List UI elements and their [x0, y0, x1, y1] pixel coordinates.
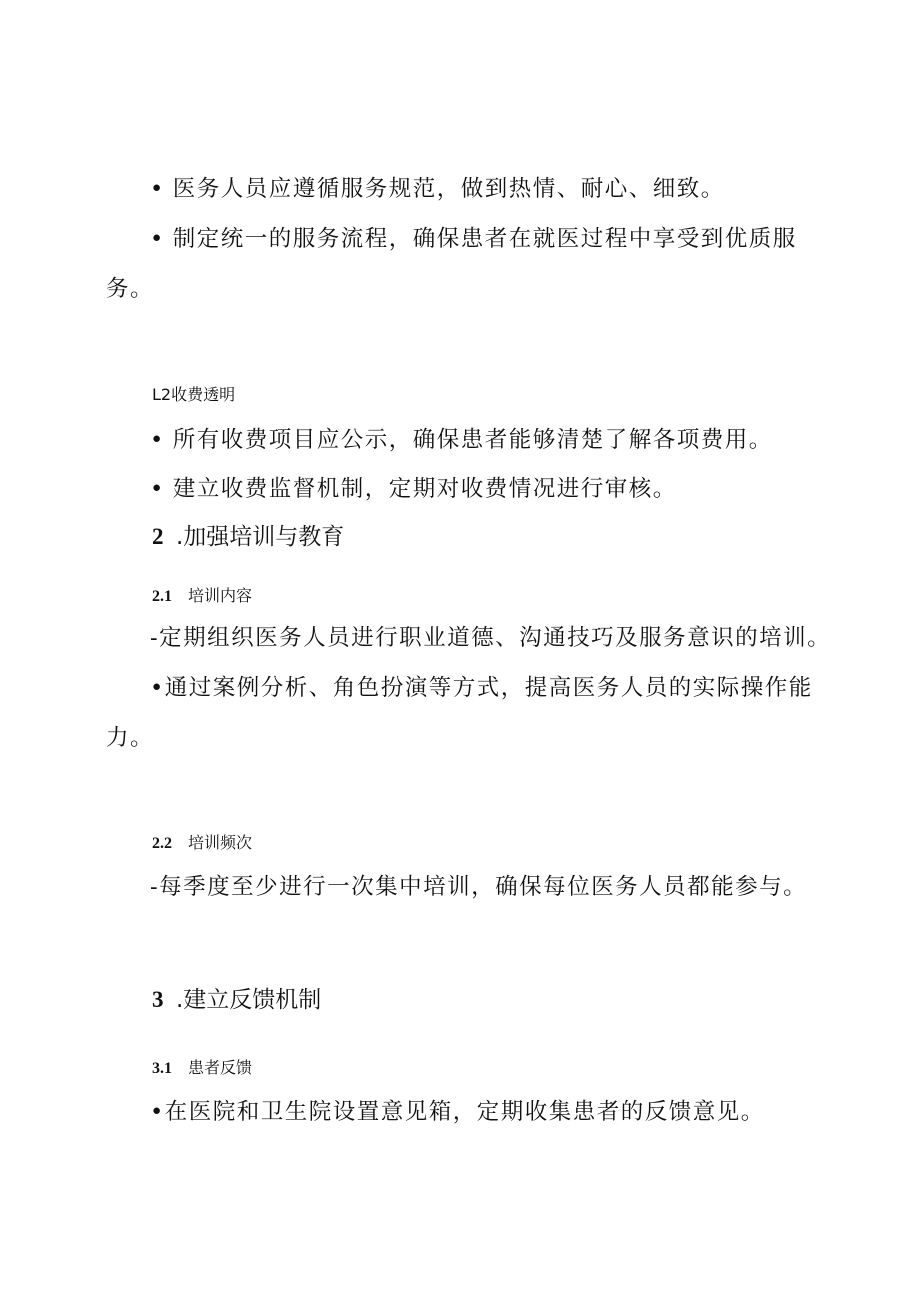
bullet-marker: • — [150, 1099, 165, 1125]
section-2-1-number: 2.1 — [152, 588, 172, 605]
section-2-1-item-2-continuation: 力。 — [106, 725, 155, 751]
bullet-marker: • — [150, 476, 165, 502]
service-norms-item-2-continuation: 务。 — [106, 276, 155, 302]
section-3-1-heading — [152, 1057, 252, 1080]
section-2-1-item-1-text: 定期组织医务人员进行职业道德、沟通技巧及服务意识的培训。 — [159, 625, 832, 651]
section-3-1-title: 患者反馈 — [188, 1058, 253, 1077]
section-1-2-item-1-text: 所有收费项目应公示，确保患者能够清楚了解各项费用。 — [172, 427, 773, 453]
section-2-1-item-2-text: 通过案例分析、角色扮演等方式，提高医务人员的实际操作能 — [164, 675, 813, 701]
section-2-2-title: 培训频次 — [188, 833, 253, 852]
section-3-1-number: 3.1 — [152, 1060, 172, 1077]
section-2-title: .加强培训与教育 — [176, 524, 345, 550]
section-1-2-item-2-text: 建立收费监督机制，定期对收费情况进行审核。 — [172, 476, 677, 502]
section-2-2-number: 2.2 — [152, 835, 172, 852]
section-2-2-item-1-text: 每季度至少进行一次集中培训，确保每位医务人员都能参与。 — [159, 874, 808, 900]
section-3-number: 3 — [152, 987, 164, 1012]
service-norms-item-1-text: 医务人员应遵循服务规范，做到热情、耐心、细致。 — [172, 176, 725, 202]
section-1-2-item-2 — [150, 474, 677, 504]
section-2-2-item-1 — [150, 872, 807, 902]
section-3-1-item-1-text: 在医院和卫生院设置意见箱，定期收集患者的反馈意见。 — [164, 1099, 765, 1125]
section-2-1-heading — [152, 585, 252, 608]
section-2-1-title: 培训内容 — [188, 586, 253, 605]
section-3-1-item-1 — [150, 1097, 765, 1127]
bullet-marker: • — [150, 675, 165, 701]
service-norms-item-2 — [150, 224, 797, 254]
section-3-title: .建立反馈机制 — [176, 987, 322, 1013]
bullet-marker: • — [150, 226, 165, 252]
section-2-1-item-2 — [150, 673, 813, 703]
dash-marker: - — [150, 625, 160, 651]
service-norms-item-1 — [150, 174, 725, 204]
section-3-heading — [152, 985, 321, 1015]
dash-marker: - — [150, 874, 160, 900]
bullet-marker: • — [150, 427, 165, 453]
section-2-1-item-1 — [150, 623, 831, 653]
section-2-number: 2 — [152, 524, 164, 549]
bullet-marker: • — [150, 176, 165, 202]
section-2-heading — [152, 522, 344, 552]
section-2-2-heading — [152, 832, 252, 855]
service-norms-item-2-text: 制定统一的服务流程，确保患者在就医过程中享受到优质服 — [172, 226, 797, 252]
section-1-2-heading: L2收费透明 — [152, 385, 236, 404]
section-1-2-item-1 — [150, 425, 773, 455]
